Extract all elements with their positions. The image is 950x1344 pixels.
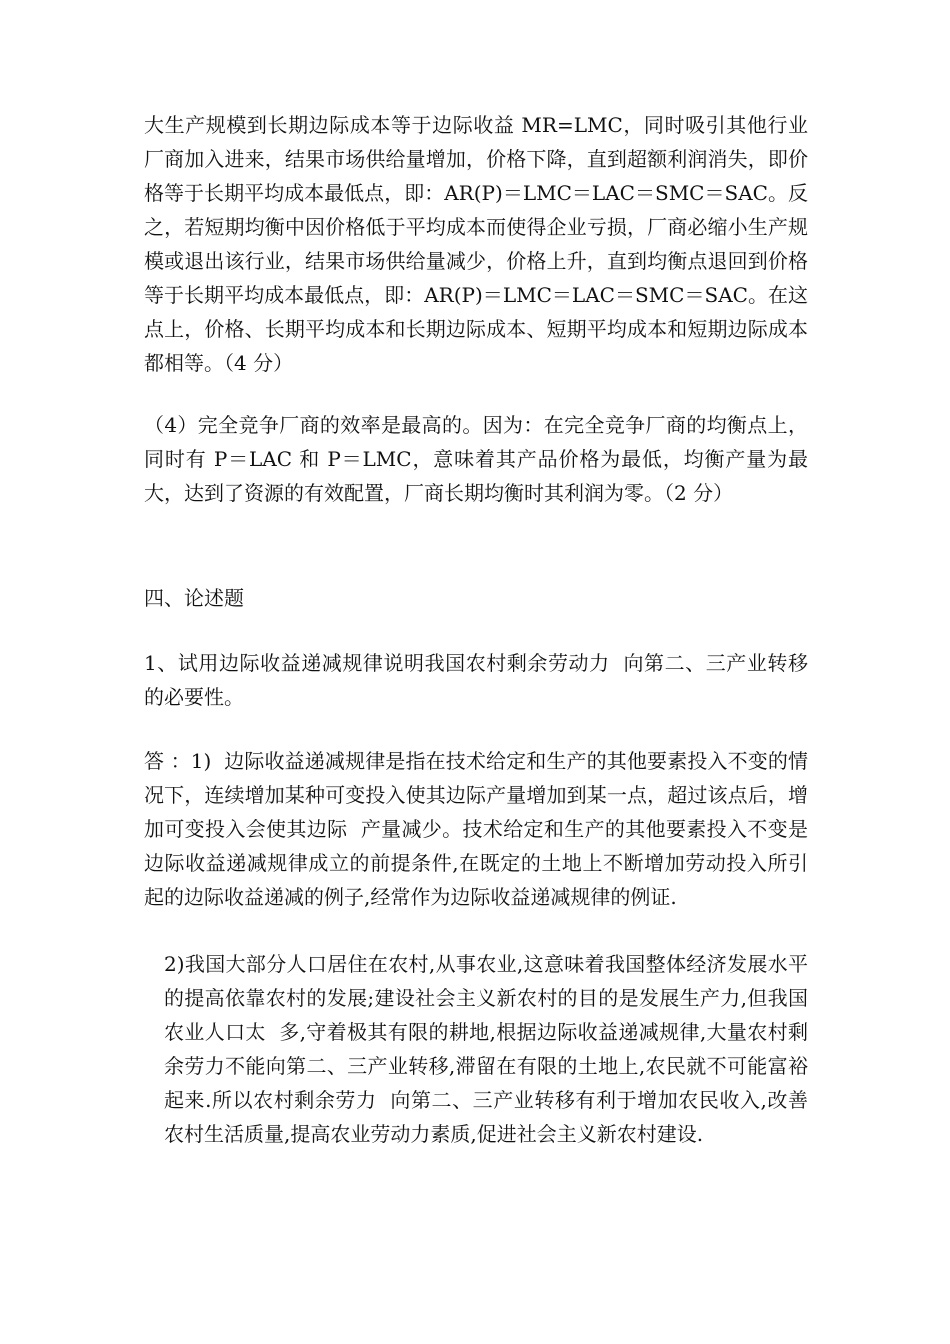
answer-part-2: 2)我国大部分人口居住在农村,从事农业,这意味着我国整体经济发展水平的提高依靠农村的发展;建设社会主义新农村的目的是发展生产力,但我国农业人口太 多,守着极其有限的耕地,根据边际收益递减规律,大量农村剩余劳力不能向第二、三产业转移,滞留在有限的土地上,农民就不可能富裕起来.所以农村剩余劳力 向第二、三产业转移有利于增加农民收入,改善农村生活质量,提高农业劳动力素质,促进社会主义新农村建设. [164,952,808,1146]
paragraph-long-run-equilibrium: 大生产规模到长期边际成本等于边际收益 MR=LMC，同时吸引其他行业厂商加入进来，结果市场供给量增加，价格下降，直到超额利润消失，即价格等于长期平均成本最低点，即：AR(P)＝LMC＝LAC＝SMC＝SAC。反之，若短期均衡中因价格低于平均成本而使得企业亏损，厂商必缩小生产规模或退出该行业，结果市场供给量减少，价格上升，直到均衡点退回到价格等于长期平均成本最低点，即：AR(P)＝LMC＝LAC＝SMC＝SAC。在这点上，价格、长期平均成本和长期边际成本、短期平均成本和短期边际成本都相等。（4 分） [144,113,808,375]
question-1: 1、试用边际收益递减规律说明我国农村剩余劳动力 向第二、三产业转移的必要性。 [144,651,808,709]
paragraph-efficiency: （4）完全竞争厂商的效率是最高的。因为：在完全竞争厂商的均衡点上，同时有 P＝LAC 和 P＝LMC，意味着其产品价格为最低，均衡产量为最大，达到了资源的有效配置，厂商长期均衡时其利润为零。（2 分） [144,413,808,505]
document-page [144,108,808,1151]
section-heading: 四、论述题 [144,586,244,610]
answer-part-1: 答 ：1) 边际收益递减规律是指在技术给定和生产的其他要素投入不变的情况下，连续增加某种可变投入使其边际产量增加到某一点，超过该点后，增加可变投入会使其边际 产量减少。技术给定和生产的其他要素投入不变是边际收益递减规律成立的前提条件,在既定的土地上不断增加劳动投入所引起的边际收益递减的例子,经常作为边际收益递减规律的例证. [144,749,808,909]
